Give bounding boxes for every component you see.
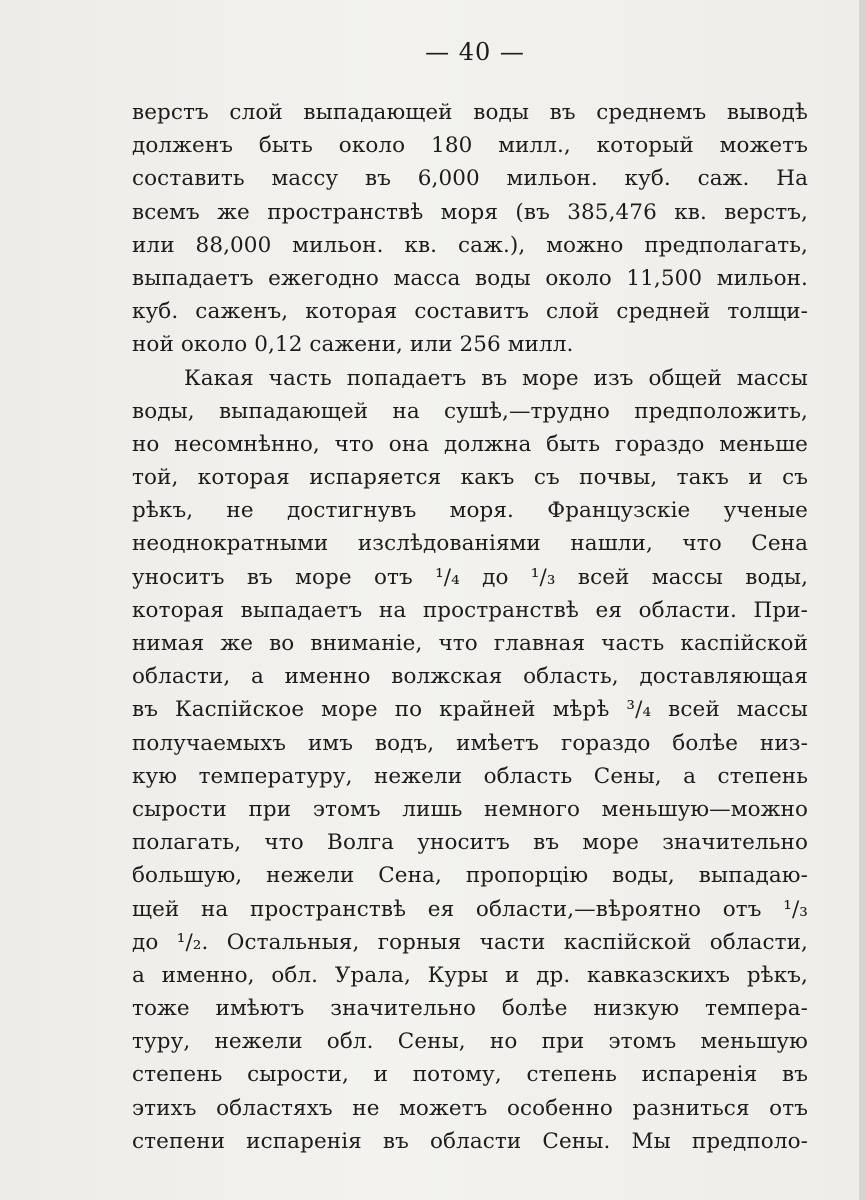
text-line: большую, нежели Сена, пропорцію воды, выпадаю- (132, 863, 808, 889)
text-line: всемъ же пространствѣ моря (въ 385,476 кв. верстъ, (132, 199, 808, 225)
text-line: нимая же во вниманіе, что главная часть каспійской (132, 631, 808, 656)
text-line: тоже имѣютъ значительно болѣе низкую темпера- (132, 996, 808, 1022)
text-line: степени испаренія въ области Сены. Мы предполо- (132, 1128, 808, 1154)
text-line: до ¹/₂. Остальныя, горныя части каспійской области, (132, 929, 808, 955)
text-line: которая выпадаетъ на пространствѣ ея области. При- (132, 597, 808, 623)
text-line: но несомнѣнно, что она должна быть гораздо меньше (132, 431, 808, 457)
text-line: или 88,000 мильон. кв. саж.), можно предполагать, (132, 232, 808, 258)
paragraph-end-line: ной около 0,12 сажени, или 256 милл. (132, 332, 574, 358)
text-line: долженъ быть около 180 милл., который можетъ (132, 133, 808, 159)
text-line: области, а именно волжская область, доставляющая (132, 664, 808, 690)
text-line: уноситъ въ море отъ ¹/₄ до ¹/₃ всей массы воды, (132, 564, 808, 590)
body-text (132, 96, 808, 1158)
text-line: туру, нежели обл. Сены, но при этомъ меньшую (132, 1029, 808, 1055)
page-number: — 40 — (425, 38, 525, 66)
text-line: воды, выпадающей на сушѣ,—трудно предположить, (132, 398, 808, 424)
text-line: куб. саженъ, которая составитъ слой средней толщи- (132, 299, 808, 325)
text-line: неоднократными изслѣдованіями нашли, что Сена (132, 531, 808, 557)
text-line: получаемыхъ имъ водъ, имѣетъ гораздо болѣе низ- (132, 730, 808, 756)
text-line: кую температуру, нежели область Сены, а степень (132, 763, 808, 789)
text-line: этихъ областяхъ не можетъ особенно разниться отъ (132, 1095, 808, 1121)
text-line: щей на пространствѣ ея области,—вѣроятно отъ ¹/₃ (132, 896, 808, 922)
text-line: выпадаетъ ежегодно масса воды около 11,500 мильон. (132, 265, 808, 291)
text-line: сырости при этомъ лишь немного меньшую—можно (132, 796, 808, 822)
text-line: рѣкъ, не достигнувъ моря. Французскіе ученые (132, 498, 808, 524)
text-line: въ Каспійское море по крайней мѣрѣ ³/₄ всей массы (132, 697, 808, 723)
text-line: составить массу въ 6,000 мильон. куб. саж. На (132, 166, 808, 192)
text-line: полагать, что Волга уноситъ въ море значительно (132, 830, 808, 856)
text-line: степень сырости, и потому, степень испаренія въ (132, 1062, 808, 1088)
text-line: а именно, обл. Урала, Куры и др. кавказскихъ рѣкъ, (132, 962, 808, 988)
text-line: той, которая испаряется какъ съ почвы, такъ и съ (132, 465, 808, 491)
paragraph-start-line: Какая часть попадаетъ въ море изъ общей массы (184, 365, 808, 391)
text-line: верстъ слой выпадающей воды въ среднемъ выводѣ (132, 100, 808, 125)
